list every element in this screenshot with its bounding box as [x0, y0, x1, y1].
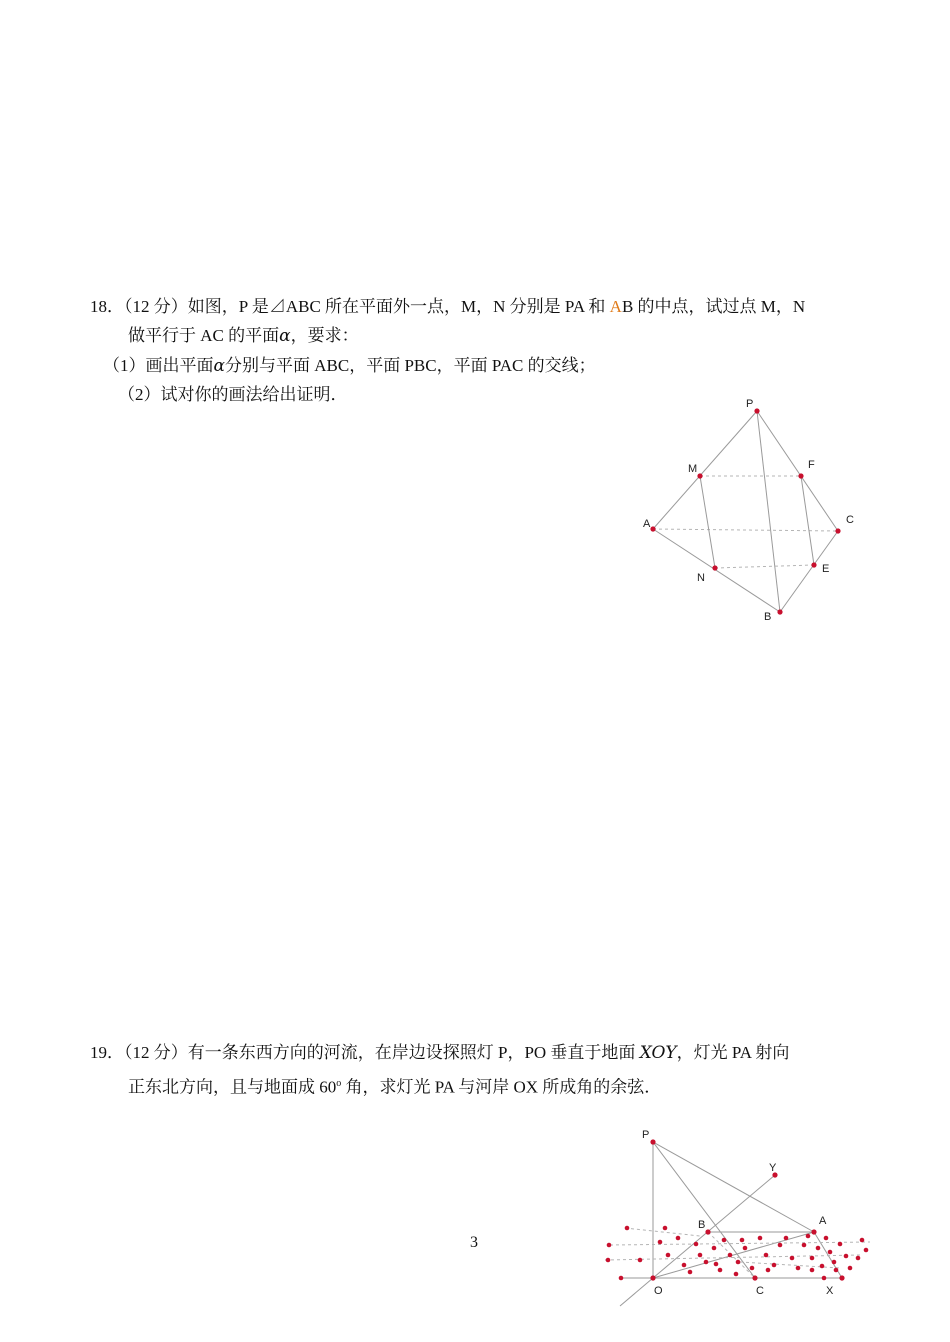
label-E: E	[822, 563, 830, 575]
river-dot	[606, 1258, 611, 1263]
river-dot	[822, 1276, 827, 1281]
river-dot	[802, 1243, 807, 1248]
river-dot	[784, 1236, 789, 1241]
label-Y: Y	[769, 1162, 777, 1174]
river-dot	[806, 1234, 811, 1239]
river-dot	[772, 1263, 777, 1268]
label-A: A	[819, 1215, 827, 1227]
point-O	[650, 1275, 655, 1280]
problem-19-score: （12 分）	[124, 1043, 188, 1062]
problem-18-score: （12 分）	[124, 297, 188, 316]
problem-19-line-2	[128, 1073, 661, 1099]
river-dots	[606, 1226, 869, 1281]
problem-18-line-2	[128, 325, 359, 347]
problem-19-text-a: 有一条东西方向的河流，在岸边设探照灯 P，PO 垂直于地面	[187, 1043, 640, 1062]
point-A	[811, 1229, 816, 1234]
tetrahedron-edges	[653, 411, 838, 612]
river-bank-edges	[605, 1142, 870, 1306]
label-P: P	[642, 1129, 650, 1141]
searchlight-figure	[600, 1125, 880, 1315]
triangle-symbol: ⊿	[268, 297, 286, 316]
river-dot	[704, 1260, 709, 1265]
river-dot	[638, 1258, 643, 1263]
river-dot	[766, 1268, 771, 1273]
river-dot	[658, 1240, 663, 1245]
river-dot	[844, 1254, 849, 1259]
label-A: A	[643, 518, 651, 530]
point-E	[811, 562, 816, 567]
river-dot	[832, 1260, 837, 1265]
label-B: B	[698, 1219, 706, 1231]
sub1-text-a: （1）画出平面	[103, 356, 214, 375]
river-dot	[820, 1264, 825, 1269]
river-dot	[824, 1236, 829, 1241]
problem-18-text-b: ABC 所在平面外一点，M，N 分别是 PA 和	[285, 297, 610, 316]
label-C: C	[846, 514, 854, 526]
problem-19-number: 19．	[90, 1043, 124, 1062]
point-N	[712, 565, 717, 570]
river-dot	[848, 1266, 853, 1271]
problem-19-line-1	[90, 1042, 789, 1064]
point-P	[754, 408, 759, 413]
label-P: P	[746, 398, 754, 410]
point-X	[839, 1275, 844, 1280]
point-C	[752, 1275, 757, 1280]
alpha-symbol: α	[279, 326, 291, 346]
problem-18-line-1	[90, 296, 805, 318]
river-dot	[607, 1243, 612, 1248]
label-O: O	[654, 1285, 663, 1297]
sub1-text-b: 分别与平面 ABC，平面 PBC，平面 PAC 的交线；	[224, 356, 596, 375]
river-dot	[722, 1238, 727, 1243]
river-dot	[778, 1243, 783, 1248]
problem-19-line2-a: 正东北方向，且与地面成 60	[128, 1077, 337, 1097]
river-dot	[790, 1256, 795, 1261]
point-B	[705, 1229, 710, 1234]
river-dot	[712, 1246, 717, 1251]
problem-19-line2-b: 角，求灯光 PA 与河岸 OX 所成角的余弦．	[341, 1077, 662, 1097]
river-dot	[714, 1262, 719, 1267]
label-M: M	[688, 463, 698, 475]
river-dot	[758, 1236, 763, 1241]
river-dot	[743, 1246, 748, 1251]
river-dot	[728, 1253, 733, 1258]
point-C	[835, 528, 840, 533]
problem-18-subquestion-2	[118, 384, 348, 406]
problem-18-text-a: 如图，P 是	[187, 297, 269, 316]
point-B	[777, 609, 782, 614]
river-dot	[688, 1270, 693, 1275]
degree-symbol: o	[336, 1078, 342, 1089]
river-dot	[810, 1256, 815, 1261]
problem-18-line2-a: 做平行于 AC 的平面	[128, 326, 280, 345]
problem-18-subquestion-1	[103, 355, 596, 377]
river-dot	[663, 1226, 668, 1231]
highlighted-letter: A	[609, 297, 622, 316]
label-N: N	[697, 572, 705, 584]
label-X: X	[826, 1285, 834, 1297]
point-P	[650, 1139, 655, 1144]
river-dot	[666, 1253, 671, 1258]
river-dot	[698, 1253, 703, 1258]
river-dot	[864, 1248, 869, 1253]
river-dot	[750, 1266, 755, 1271]
point-F	[798, 473, 803, 478]
point-M	[697, 473, 702, 478]
plane-xoy: XOY	[639, 1043, 677, 1063]
river-dot	[694, 1242, 699, 1247]
problem-18-line2-b: ，要求：	[290, 326, 359, 345]
river-dot	[764, 1253, 769, 1258]
river-dot	[856, 1256, 861, 1261]
river-dot	[676, 1236, 681, 1241]
point-A	[650, 526, 655, 531]
river-dot	[838, 1242, 843, 1247]
river-dot	[682, 1263, 687, 1268]
tetrahedron-figure	[630, 390, 870, 630]
problem-19-text-b: ，灯光 PA 射向	[676, 1043, 790, 1062]
alpha-symbol-2: α	[213, 356, 225, 376]
river-dot	[718, 1268, 723, 1273]
river-dot	[810, 1268, 815, 1273]
problem-18-text-c: B 的中点，试过点 M，N	[621, 297, 806, 316]
page-number: 3	[470, 1234, 478, 1251]
sub2-text: （2）试对你的画法给出证明．	[118, 385, 348, 404]
label-C: C	[756, 1285, 764, 1297]
river-dot	[796, 1266, 801, 1271]
river-dot	[734, 1272, 739, 1277]
problem-18-number: 18．	[90, 297, 124, 316]
river-dot	[834, 1268, 839, 1273]
river-dot	[625, 1226, 630, 1231]
label-F: F	[808, 459, 815, 471]
river-dot	[828, 1250, 833, 1255]
river-dot	[860, 1238, 865, 1243]
label-B: B	[764, 611, 772, 623]
river-dot	[736, 1260, 741, 1265]
river-dot	[740, 1238, 745, 1243]
river-dot	[619, 1276, 624, 1281]
river-dot	[816, 1246, 821, 1251]
